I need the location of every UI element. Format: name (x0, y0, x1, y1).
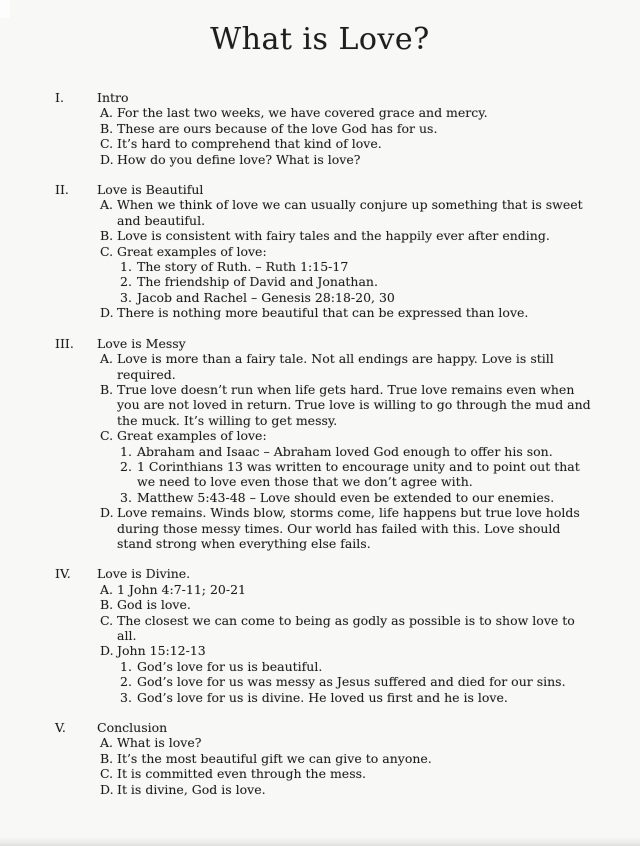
item-text: What is love? (117, 735, 202, 751)
item-text: These are ours because of the love God has for us. (117, 120, 438, 136)
item-label: B. (100, 120, 114, 136)
subitem-text: The story of Ruth. – Ruth 1:15-17 (137, 259, 349, 275)
subitem-label: 2. (120, 274, 132, 290)
section-numeral: II. (55, 182, 69, 198)
section-heading-text: Intro (97, 90, 129, 105)
subitem-text: Abraham and Isaac – Abraham loved God enough to offer his son. (137, 443, 553, 459)
item-text: 1 John 4:7-11; 20-21 (117, 581, 247, 597)
scan-corner-artifact (0, 0, 10, 18)
outline-subitem (55, 490, 594, 505)
subitem-label: 3. (120, 489, 132, 505)
item-text: Great examples of love: (117, 243, 267, 259)
item-label: B. (100, 750, 114, 766)
item-label: B. (100, 597, 114, 613)
item-text: Love is more than a fairy tale. Not all endings are happy. Love is still required. (117, 351, 554, 382)
item-text: The closest we can come to being as godly as possible is to show love to all. (117, 612, 575, 643)
item-label: C. (100, 428, 114, 444)
item-label: C. (100, 136, 114, 152)
section-heading (55, 720, 594, 735)
item-label: A. (100, 197, 114, 213)
item-label: C. (100, 612, 114, 628)
outline-section (55, 566, 594, 705)
outline-item (55, 766, 594, 781)
outline-item (55, 228, 594, 243)
outline-item (55, 305, 594, 320)
item-label: D. (100, 305, 114, 321)
subitem-text: Jacob and Rachel – Genesis 28:18-20, 30 (137, 289, 395, 305)
outline-item (55, 751, 594, 766)
item-label: D. (100, 643, 114, 659)
outline-subitem (55, 690, 594, 705)
outline-subitem (55, 274, 594, 289)
subitem-text: Matthew 5:43-48 – Love should even be extended to our enemies. (137, 489, 555, 505)
subitem-text: God’s love for us was messy as Jesus suffered and died for our sins. (137, 674, 566, 690)
item-text: It is divine, God is love. (117, 781, 266, 797)
scan-bottom-edge (0, 837, 640, 846)
outline-item (55, 735, 594, 750)
item-label: B. (100, 228, 114, 244)
section-heading-text: Love is Divine. (97, 566, 191, 582)
section-heading (55, 336, 594, 351)
section-heading (55, 566, 594, 581)
subitem-label: 3. (120, 689, 132, 705)
section-heading-text: Love is Messy (97, 335, 186, 351)
section-heading (55, 182, 594, 197)
section-numeral: IV. (55, 566, 71, 582)
outline (55, 90, 594, 797)
item-label: A. (100, 105, 114, 121)
outline-item (55, 197, 594, 228)
outline-section (55, 90, 594, 167)
item-label: C. (100, 766, 114, 782)
item-label: D. (100, 151, 114, 167)
item-label: A. (100, 735, 114, 751)
outline-subitem (55, 659, 594, 674)
outline-section (55, 336, 594, 552)
subitem-text: 1 Corinthians 13 was written to encourage unity and to point out that we need to love even those that we don’t agree with. (137, 458, 580, 490)
outline-item (55, 244, 594, 259)
item-label: B. (100, 381, 114, 397)
outline-item (55, 582, 594, 597)
outline-item (55, 382, 594, 428)
subitem-text: God’s love for us is divine. He loved us first and he is love. (137, 689, 508, 705)
outline-item (55, 782, 594, 797)
outline-item (55, 152, 594, 167)
outline-subitem (55, 459, 594, 490)
item-text: John 15:12-13 (117, 643, 206, 659)
item-text: True love doesn’t run when life gets hard. True love remains even when you are not loved in return. True love is willing to go through the mud and the muck. It’s willing to get messy. (117, 381, 591, 428)
outline-subitem (55, 290, 594, 305)
subitem-label: 2. (120, 674, 132, 690)
subitem-label: 1. (120, 443, 132, 459)
outline-item (55, 428, 594, 443)
subitem-label: 2. (120, 458, 132, 474)
item-text: God is love. (117, 597, 191, 613)
subitem-text: The friendship of David and Jonathan. (137, 274, 378, 290)
outline-subitem (55, 674, 594, 689)
item-text: Love remains. Winds blow, storms come, life happens but true love holds during those messy times. Our world has failed with this. Love should stand strong when everything else fails. (117, 505, 580, 551)
section-numeral: V. (55, 720, 66, 736)
item-text: Love is consistent with fairy tales and the happily ever after ending. (117, 228, 550, 244)
outline-item (55, 136, 594, 151)
subitem-text: God’s love for us is beautiful. (137, 658, 323, 674)
outline-section (55, 720, 594, 797)
item-text: There is nothing more beautiful that can be expressed than love. (117, 305, 529, 321)
outline-item (55, 351, 594, 382)
item-text: When we think of love we can usually conjure up something that is sweet and beautiful. (117, 197, 583, 228)
section-numeral: I. (55, 90, 64, 105)
document-title: What is Love? (210, 22, 430, 57)
outline-section (55, 182, 594, 321)
section-heading (55, 90, 594, 105)
item-text: For the last two weeks, we have covered grace and mercy. (117, 105, 488, 121)
outline-item (55, 613, 594, 644)
outline-item (55, 597, 594, 612)
section-numeral: III. (55, 335, 74, 351)
outline-item (55, 505, 594, 551)
item-text: How do you define love? What is love? (117, 151, 361, 167)
item-label: D. (100, 781, 114, 797)
outline-item (55, 121, 594, 136)
section-heading-text: Love is Beautiful (97, 182, 204, 198)
item-label: A. (100, 351, 114, 367)
item-label: A. (100, 581, 114, 597)
section-heading-text: Conclusion (97, 720, 168, 736)
subitem-label: 1. (120, 658, 132, 674)
outline-subitem (55, 444, 594, 459)
outline-item (55, 105, 594, 120)
item-label: D. (100, 505, 114, 521)
outline-subitem (55, 259, 594, 274)
item-text: It is committed even through the mess. (117, 766, 366, 782)
outline-item (55, 643, 594, 658)
subitem-label: 3. (120, 289, 132, 305)
item-text: It’s hard to comprehend that kind of love. (117, 136, 382, 152)
item-label: C. (100, 243, 114, 259)
item-text: It’s the most beautiful gift we can give to anyone. (117, 750, 432, 766)
subitem-label: 1. (120, 259, 132, 275)
item-text: Great examples of love: (117, 428, 267, 444)
